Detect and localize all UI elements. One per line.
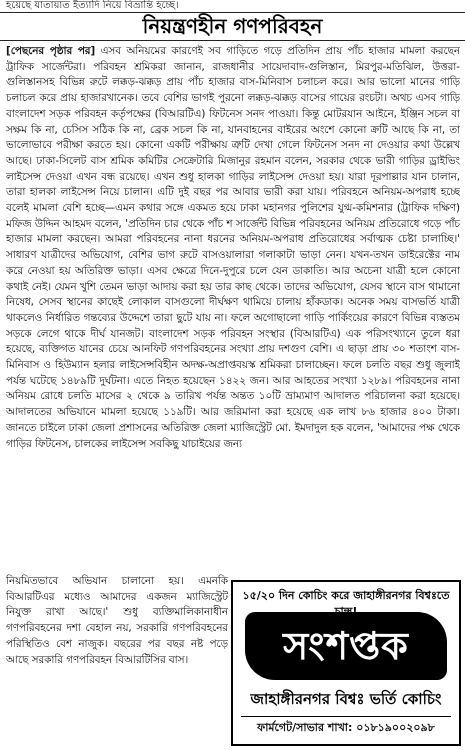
ad-tagline: ১৫/২০ দিন কোচিং করে জাহাঙ্গীরনগর বিশ্বঃতে [242, 589, 450, 602]
ad-brand-logo: সংশপ্তক [245, 612, 447, 680]
article-headline: নিয়ন্ত্রণহীন গণপরিবহন [142, 14, 323, 38]
headline-divider [0, 40, 465, 41]
article-body-text: এসব অনিয়মের কারণেই সব গাড়িতে গড়ে প্রতিদিন প্রায় পাঁচ হাজার মামলা করছেন ট্রাফিক সার্জেন্টরা। পরিবহন শ্রমিকরা জানান, রাজধানীর সায়েদাবাদ-গুলিস্তান, মিরপুর-মতিঝিল, উত্তরা-গুলিস্তানসহ বিভিন্ন রুটে লক্কড়-ঝক্কড় প্রায় পাঁচ হাজার বাস-মিনিবাস চলাচল করে। আর ভালো মানের গাড়ি চলাচল করে প্রায় হাজারখানেক। তবে বেশির ভাগই পুরনো লক্কড়-ঝক্কড় বাসের গায়ের রংচটা। অথচ এসব গাড়ি বাংলাদেশ সড়ক পরিবহন কর্তৃপক্ষের (বিআরটিএ) ফিটনেস সনদ পাওয়া। কিন্তু মোটরযান আইনে, ইঞ্জিন সচল বা সক্ষম কি না, চেসিস সঠিক কি না, ব্রেক সচল কি না, যানবাহনের বাইরের অংশে কোনো ক্রটি আছে কি না, তা ভালোভাবে পরীক্ষা করতে হয়। কোনো একটি পরীক্ষায় ত্রুটি দেখা গেলে ফিটনেস সনদ না দেওয়ার কথা উল্লেখ আছে। ঢাকা-সিলেট বাস শ্রমিক কমিটির সেক্রেটারি মিজানুর রহমান বলেন, সরকার থেকে ভারী গাড়ির ড্রাইভিং লাইসেন্স দেওয়া এখন বন্ধ রয়েছে। এখন শুধু হালকা গাড়ির লাইসেন্স দেওয়া হয়। যারা দূরপাল্লার যান চালান, তারা হালকা লাইসেন্স নিয়ে চালান। এটি দুই বছর পর আবার ভারী করা যায়। পরিবহনে অনিয়ম-অপরাধ হচ্ছে বলেই মামলা বেশি হচ্ছে—এমন কথার সঙ্গে একমত হয়ে ঢাকা মহানগর পুলিশের যুগ্ম-কমিশনার (ট্রাফিক দক্ষিণ) মফিজ উদ্দিন আহমদ বলেন, 'প্রতিদিন চার থেকে পাঁচ শ সার্জেন্ট বিভিন্ন পরিবহনের অনিয়ম প্রতিরোধে গড়ে পাঁচ হাজার মামলা করছেন। আমরা পরিবহনের নানা ধরনের অনিয়ম-অপরাধ প্রতিরোধের সর্বাত্মক চেষ্টা চালাচ্ছি।' সাধারণ যাত্রীদের অভিযোগ, বেশির ভাগ রুটে বাসওয়ালারা গলাকাটা ভাড়া নেন। যখন-তখন ডাইরেক্টের নাম করে নেওয়া হয় অতিরিক্ত ভাড়া। এসব ক্ষেত্রে দিনে-দুপুরে চলে যেন ডাকাতি। আর অচেনা যাত্রী হলে কোনো কথাই নেই। যেমন খুশি তেমন ভাড়া আদায় করা হয় তার কাছ থেকে। তাদের অভিযোগ, যেসব স্থানে বাস থামানো নিষেধ, সেসব স্থানের কাছেই লোকাল বাসগুলো দীর্ঘক্ষণ থামিয়ে চালায় হাঁকডাক। অনেক সময় বাসভর্তি যাত্রী থাকলেও নির্ধারিত গন্তব্যের উদ্দেশে তারা ছুটে যায় না। ফলে অগোছালো গাড়ি পার্কিংয়ের কারণে বিভিন্ন ব্যস্ততম সড়কে লেগে থাকে দীর্ঘ যানজট। বাংলাদেশ সড়ক পরিবহন সংস্থার (বিআরটিএ) এক পরিসংখ্যানে তুলে ধরা হয়েছে, ব্যক্তিগত যানের চেয়ে আনফিট গণপরিবহনের সংখ্যা প্রায় দশগুণ বেশি। এ ছাড়া প্রায় ৩০ শতাংশ বাস-মিনিবাস ও হিউম্যান হলার লাইসেন্সবিহীন অদক্ষ-অপ্রাপ্তবয়স্ক শ্রমিকরা চালাচ্ছেন। ফলে চলতি বছর শুধু জুলাই পর্যন্ত ঘটেছে ১৪৮৯টি দুর্ঘটনা। এতে নিহত হয়েছেন ১৪২২ জন। আর আহতের সংখ্যা ১২৮৯। পরিবহনের নানা অনিয়ম রোধে চলতি মাসের ২ থেকে ৯ তারিখ পর্যন্ত অন্তত ১০টি ভ্রাম্যমাণ আদালত পরিচালনা করা হয়েছে। আদালতের অভিযানে মামলা হয়েছে ১১৯টি। আর জরিমানা করা হয়েছে এক লাখ ৮৬ হাজার ৪০০ টাকা। জানতে চাইলে ঢাকা জেলা প্রশাসনের অতিরিক্ত জেলা ম্যাজিস্ট্রেট মো. ইমদাদুল হক বলেন, 'আমাদের পক্ষ থেকে গাড়ির ফিটনেস, চালকের লাইসেন্স সবকিছু যাচাইয়ের জন্য [6, 45, 460, 450]
continuation-marker: [পেছনের পৃষ্ঠার পর] [6, 45, 96, 57]
coaching-advertisement [231, 580, 461, 746]
previous-article-fragment: হয়েছে যাতায়াত ইত্যাদি নিয়ে বিভ্রান্তি হচ্ছে। [6, 0, 179, 11]
ad-title: জাহাঙ্গীরনগর বিশ্বঃ ভর্তি কোচিং [250, 690, 442, 708]
ad-branch-contact: ফার্মগেট/সাভার শাখা: ০১৮১৯০০২০৯৮ [241, 716, 451, 739]
article-body [6, 44, 460, 574]
article-body-tail: নিয়মিতভাবে অভিযান চালানো হয়। এমনকি বিআরটিএর মধ্যেও আমাদের একজন ম্যাজিস্ট্রেট নিযুক্ত রাখা আছে।' শুধু ব্যক্তিমালিকানাধীন গণপরিবহনের দশা বেহাল নয়, সরকারি গণপরিবহনের পরিস্থিতিও বেশ নাজুক। বছরের পর বছর নষ্ট পড়ে আছে সরকারি গণপরিবহন বিআরটিসির বাস। [6, 575, 228, 666]
